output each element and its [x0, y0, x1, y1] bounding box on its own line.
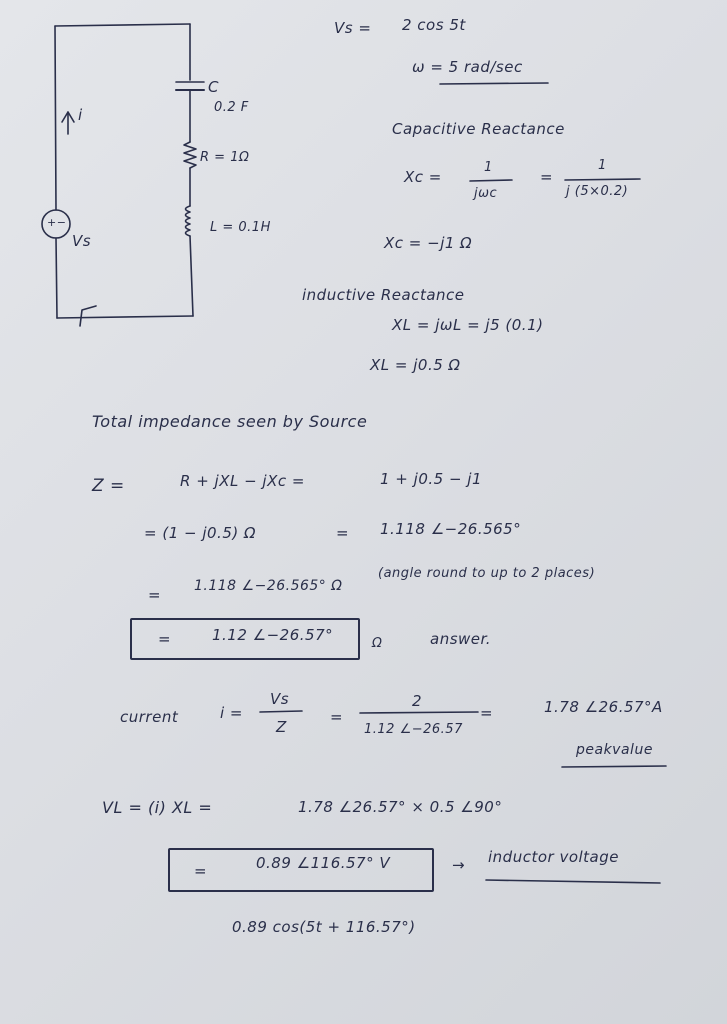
capacitor-label: C [208, 78, 219, 96]
z-polar: 1.118 ∠−26.565° [380, 520, 522, 538]
xc-lhs: Xc = [404, 168, 442, 186]
z-answer-unit: Ω [372, 636, 383, 651]
resistor-label: R = 1Ω [200, 150, 250, 165]
xc-numerator-1: 1 [484, 160, 493, 175]
current-denominator-z: Z [276, 718, 287, 736]
xc-denominator-1: jωc [474, 186, 498, 201]
z-formula: R + jXL − jXc = [180, 472, 305, 490]
xl-equation: XL = jωL = j5 (0.1) [392, 316, 544, 334]
vl-expression: 1.78 ∠26.57° × 0.5 ∠90° [298, 798, 503, 816]
capacitive-heading: Capacitive Reactance [392, 120, 565, 138]
xc-equals: = [540, 168, 554, 186]
vl-time-domain: 0.89 cos(5t + 116.57°) [232, 918, 416, 936]
z-answer-value: 1.12 ∠−26.57° [212, 626, 334, 644]
source-label: Vs [72, 232, 92, 250]
xl-result: XL = j0.5 Ω [370, 356, 461, 374]
z-lhs: Z = [92, 476, 125, 496]
capacitor-value: 0.2 F [214, 100, 249, 115]
current-equals-2: = [480, 704, 494, 722]
vl-answer-value: 0.89 ∠116.57° V [256, 854, 391, 872]
xc-numerator-2: 1 [598, 158, 607, 173]
current-numerator-2: 2 [412, 692, 423, 710]
z-polar-ohm: 1.118 ∠−26.565° Ω [194, 578, 343, 594]
xc-result: Xc = −j1 Ω [384, 234, 473, 252]
source-eq-lhs: Vs = [334, 19, 372, 37]
inductor-voltage-note: inductor voltage [488, 848, 619, 866]
z-rectangular: = (1 − j0.5) Ω [144, 524, 256, 542]
current-numerator-vs: Vs [270, 690, 290, 708]
current-equals-1: = [330, 708, 344, 726]
z-substitution: 1 + j0.5 − j1 [380, 470, 482, 488]
z-line2-equals: = [336, 524, 350, 542]
rounding-note: (angle round to up to 2 places) [378, 566, 596, 581]
current-label: current [120, 708, 179, 726]
source-polarity-symbol: +− [47, 216, 67, 229]
omega-value: ω = 5 rad/sec [412, 58, 523, 76]
vl-lhs: VL = (i) XL = [102, 798, 213, 817]
answer-note: answer. [430, 630, 492, 648]
peak-value-note: peakvalue [576, 742, 653, 758]
z-line3-equals: = [148, 586, 162, 604]
inductive-heading: inductive Reactance [302, 286, 465, 304]
z-line4-equals: = [158, 630, 172, 648]
current-denominator-value: 1.12 ∠−26.57 [364, 722, 463, 737]
impedance-heading: Total impedance seen by Source [92, 412, 368, 431]
vl-arrow: → [452, 856, 466, 874]
current-lhs: i = [220, 704, 244, 722]
inductor-label: L = 0.1H [210, 220, 271, 235]
source-eq-rhs: 2 cos 5t [402, 16, 466, 34]
xc-denominator-2: j (5×0.2) [566, 184, 629, 199]
current-direction-label: i [78, 106, 83, 124]
vl-boxed-equals: = [194, 862, 208, 880]
current-result: 1.78 ∠26.57°A [544, 698, 663, 716]
